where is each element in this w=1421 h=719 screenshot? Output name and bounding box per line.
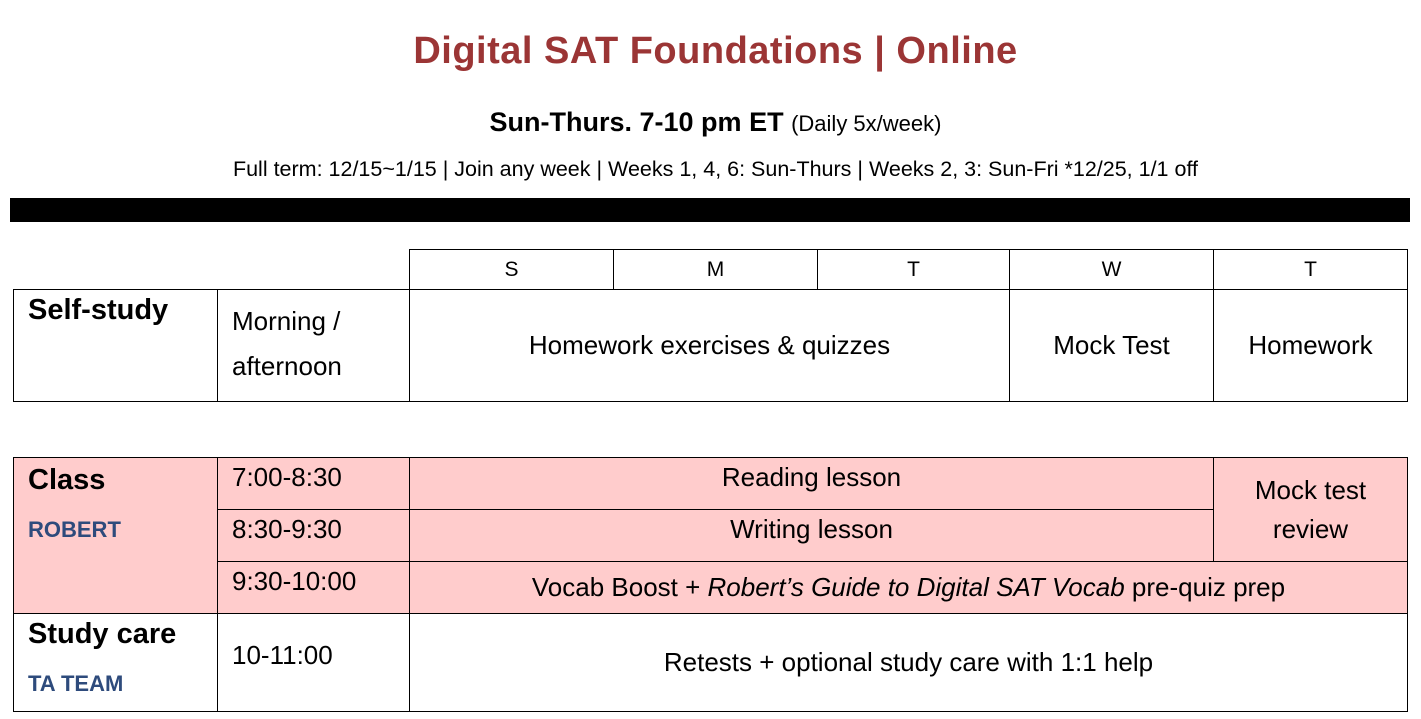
day-header-sunday: S	[409, 249, 614, 290]
self-study-time-line2: afternoon	[232, 351, 342, 381]
self-study-time-line1: Morning /	[232, 306, 341, 336]
day-header-tuesday: T	[817, 249, 1010, 290]
class-time-2: 8:30-9:30	[217, 509, 410, 562]
page-title: Digital SAT Foundations | Online	[413, 30, 1018, 72]
schedule-note: (Daily 5x/week)	[791, 111, 942, 136]
vocab-suffix: pre-quiz prep	[1124, 572, 1286, 602]
vocab-guide-title: Robert’s Guide to Digital SAT Vocab	[707, 572, 1125, 602]
day-header-monday: M	[613, 249, 818, 290]
writing-lesson: Writing lesson	[409, 509, 1214, 562]
self-study-homework: Homework exercises & quizzes	[409, 289, 1010, 402]
vocab-boost	[409, 561, 1408, 614]
class-time-1: 7:00-8:30	[217, 457, 410, 510]
day-header-thursday: T	[1213, 249, 1408, 290]
self-study-homework-thursday: Homework	[1213, 289, 1408, 402]
class-label-cell	[13, 457, 218, 614]
study-care-time: 10-11:00	[217, 613, 410, 712]
day-header-wednesday: W	[1009, 249, 1214, 290]
divider-bar	[10, 198, 1410, 222]
self-study-label: Self-study	[13, 289, 218, 402]
schedule-summary	[0, 107, 1421, 138]
study-care-label: Study care	[28, 618, 177, 650]
class-time-3: 9:30-10:00	[217, 561, 410, 614]
class-teacher: ROBERT	[28, 517, 121, 542]
mock-test-review	[1213, 457, 1408, 562]
reading-lesson: Reading lesson	[409, 457, 1214, 510]
term-info: Full term: 12/15~1/15 | Join any week | Weeks 1, 4, 6: Sun-Thurs | Weeks 2, 3: Sun-Fri *12/25, 1/1 off	[232, 157, 1199, 181]
vocab-prefix: Vocab Boost +	[531, 572, 708, 602]
mock-test-review-line2: review	[1272, 513, 1349, 544]
class-label: Class	[28, 464, 106, 496]
self-study-mock-test: Mock Test	[1009, 289, 1214, 402]
mock-test-review-line1: Mock test	[1254, 474, 1367, 505]
study-care-activity: Retests + optional study care with 1:1 help	[409, 613, 1408, 712]
self-study-time	[217, 289, 410, 402]
study-care-label-cell	[13, 613, 218, 712]
schedule-main: Sun-Thurs. 7-10 pm ET	[489, 107, 784, 137]
study-care-team: TA TEAM	[28, 671, 124, 696]
